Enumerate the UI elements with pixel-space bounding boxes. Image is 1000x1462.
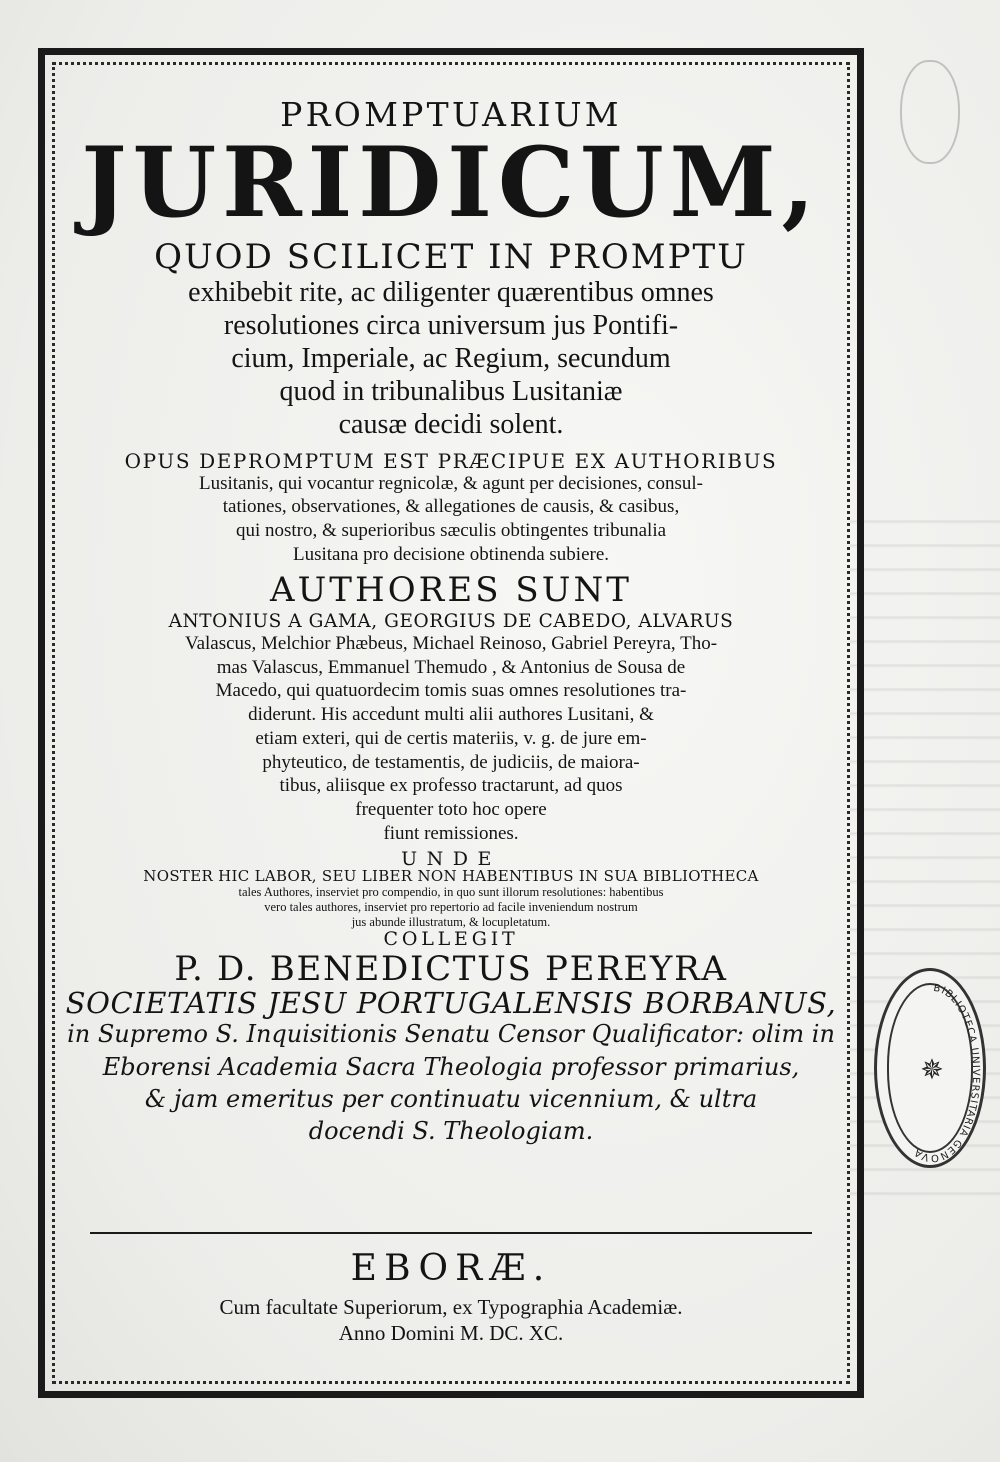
opus-line: tationes, observationes, & allegationes de causis, & casibus,: [222, 496, 680, 518]
stamp-emblem-icon: ✵: [920, 1053, 944, 1086]
authores-line: etiam exteri, qui de certis materiis, v. g. de jure em-: [255, 727, 647, 749]
credentials-line: & jam emeritus per continuatu vicennium, & ultra: [144, 1085, 758, 1114]
noster-line: tales Authores, inserviet pro compendio, in quo sunt illorum resolutiones: habentibus: [238, 885, 664, 900]
authores-line: mas Valascus, Emmanuel Themudo , & Antonius de Sousa de: [216, 656, 686, 678]
authores-caps-line: ANTONIUS A GAMA, GEORGIUS DE CABEDO, ALVARUS: [168, 611, 734, 633]
authores-line: Valascus, Melchior Phæbeus, Michael Reinoso, Gabriel Pereyra, Tho-: [184, 632, 718, 654]
authores-line: diderunt. His accedunt multi alii authores Lusitani, &: [248, 704, 654, 726]
description-line: exhibebit rite, ac diligenter quærentibus omnes: [188, 276, 714, 308]
description-line: resolutiones circa universum jus Pontifi-: [223, 309, 679, 341]
imprint-city: EBORÆ.: [350, 1248, 552, 1289]
credentials-line: Eborensi Academia Sacra Theologia professor primarius,: [102, 1052, 800, 1081]
title-page-content: [60, 70, 842, 1376]
imprint-year: Anno Domini M. DC. XC.: [338, 1320, 564, 1345]
description-line: quod in tribunalibus Lusitaniæ: [279, 375, 623, 407]
authores-line: fiunt remissiones.: [383, 822, 519, 844]
authores-line: frequenter toto hoc opere: [355, 799, 547, 821]
description-line: causæ decidi solent.: [338, 408, 564, 440]
authores-line: Macedo, qui quatuordecim tomis suas omnes resolutiones tra-: [215, 680, 687, 702]
opus-heading: OPUS DEPROMPTUM EST PRÆCIPUE EX AUTHORIBUS: [124, 448, 778, 473]
noster-caps-line: NOSTER HIC LABOR, SEU LIBER NON HABENTIBUS IN SUA BIBLIOTHECA: [143, 867, 759, 886]
main-title: JURIDICUM,: [81, 125, 821, 239]
faded-library-stamp: [900, 60, 960, 164]
collegit-heading: COLLEGIT: [383, 928, 519, 951]
unde-heading: UNDE: [401, 847, 501, 870]
opus-line: qui nostro, & superioribus sæculis obtingentes tribunalia: [235, 520, 667, 542]
imprint: [60, 1250, 842, 1344]
subtitle-caps: QUOD SCILICET IN PROMPTU: [154, 236, 748, 277]
opus-line: Lusitana pro decisione obtinenda subiere.: [292, 543, 610, 565]
credentials-line: docendi S. Theologiam.: [308, 1117, 594, 1146]
horizontal-rule: [90, 1232, 812, 1234]
title-line-1: PROMPTUARIUM: [280, 95, 622, 134]
authores-line: tibus, aliisque ex professo tractarunt, ad quos: [279, 775, 623, 797]
authores-heading: AUTHORES SUNT: [269, 569, 633, 610]
library-stamp: [874, 968, 986, 1168]
credentials-line: in Supremo S. Inquisitionis Senatu Censor Qualificator: olim in: [67, 1020, 835, 1049]
noster-line: jus abunde illustratum, & locupletatum.: [351, 915, 551, 930]
author-name: P. D. BENEDICTUS PEREYRA: [174, 949, 728, 990]
svg-text:BIBLIOTECA UNIVERSITARIA GENOV: BIBLIOTECA UNIVERSITARIA GENOVA: [911, 982, 981, 1164]
description-line: cium, Imperiale, ac Regium, secundum: [231, 342, 671, 374]
imprint-publisher: Cum facultate Superiorum, ex Typographia Academiæ.: [219, 1294, 683, 1319]
authores-line: phyteutico, de testamentis, de judiciis, de maiora-: [262, 751, 640, 773]
society-line: SOCIETATIS JESU PORTUGALENSIS BORBANUS,: [65, 985, 837, 1020]
opus-line: Lusitanis, qui vocantur regnicolæ, & agunt per decisiones, consul-: [199, 472, 703, 494]
noster-line: vero tales authores, inserviet pro repertorio ad facile inveniendum nostrum: [264, 900, 638, 915]
